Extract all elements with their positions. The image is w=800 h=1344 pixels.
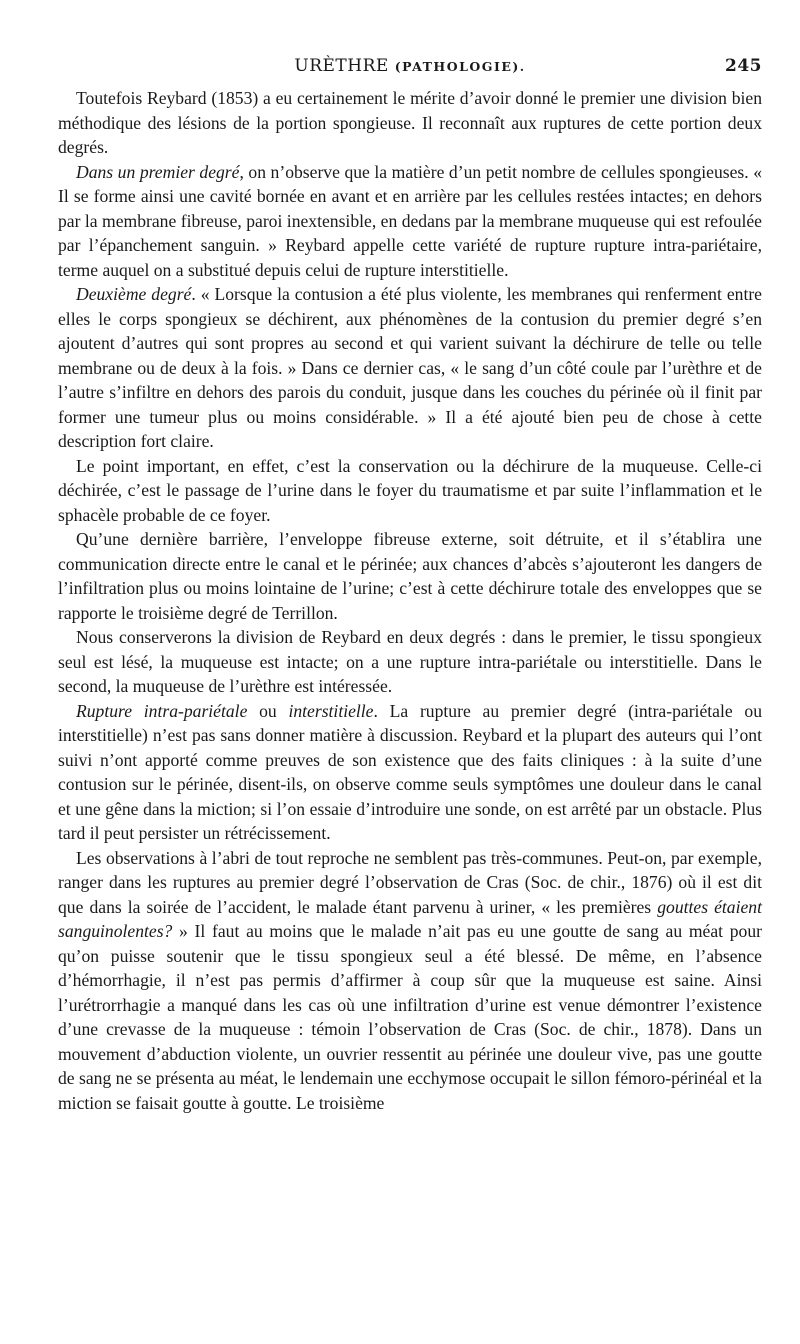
paragraph — [58, 160, 762, 283]
text-segment: ou — [247, 700, 289, 721]
text-segment: . « Lorsque la contusion a été plus violente, les membranes qui renferment entre elles le corps spongieux se déchirent, aux phénomènes de la contusion du premier degré s’en ajoutent d’autres qui sont propres au second et qui varient suivant la déchirure de telle ou telle membrane ou de deux à la fois. » Dans ce dernier cas, « le sang d’un côté coule par l’urèthre et de l’autre s’infiltre en dehors des parois du conduit, jusque dans les couches du périnée où il finit par former une tumeur plus ou moins considérable. » Il a été ajouté bien peu de chose à cette description fort claire. — [58, 284, 762, 451]
text-segment-italic: gouttes étaient sanguinolentes? — [58, 896, 762, 941]
text-segment: . La rupture au premier degré (intra-pariétale ou interstitielle) n’est pas sans donner matière à discussion. Reybard et la plupart des auteurs qui l’ont suivi n’ont apporté comme preuves de son existence que des faits cliniques : à la suite d’une contusion sur le périnée, disent-ils, on observe comme seuls symptômes une douleur dans le canal et une gêne dans la miction; si l’on essaie d’introduire une sonde, on est arrêté par un obstacle. Plus tard il peut persister un rétrécissement. — [58, 700, 762, 843]
paragraph — [58, 527, 762, 625]
paragraph — [58, 86, 762, 160]
paragraph — [58, 699, 762, 846]
running-title-sub: (PATHOLOGIE). — [394, 59, 526, 74]
text-segment: Nous conserverons la division de Reybard en deux degrés : dans le premier, le tissu spongieux seul est lésé, la muqueuse est intacte; on a une rupture intra-pariétale ou interstitielle. Dans le second, la muqueuse de l’urèthre est intéressée. — [58, 627, 762, 696]
text-segment: Le point important, en effet, c’est la conservation ou la déchirure de la muqueuse. Celle-ci déchirée, c’est le passage de l’urine dans le foyer du traumatisme et par suite l’inflammation et le sphacèle probable de ce foyer. — [58, 455, 762, 525]
text-segment: Les observations à l’abri de tout reproche ne semblent pas très-communes. Peut-on, par exemple, ranger dans les ruptures au premier degré l’observation de Cras (Soc. de chir., 1876) où il est dit que dans la soirée de l’accident, le malade étant parvenu à uriner, « les premières — [58, 847, 762, 917]
text-segment: Toutefois Reybard (1853) a eu certainement le mérite d’avoir donné le premier une division bien méthodique des lésions de la portion spongieuse. Il reconnaît aux ruptures de cette portion deux degrés. — [58, 88, 762, 157]
running-header — [58, 56, 762, 86]
running-title — [58, 56, 762, 76]
text-segment-italic: Deuxième degré — [76, 284, 192, 304]
paragraph — [58, 846, 762, 1116]
paragraph — [58, 454, 762, 528]
body-text — [58, 86, 762, 1115]
text-segment-italic: Dans un premier degré — [76, 161, 240, 182]
page-number: 245 — [725, 56, 762, 76]
running-title-main: URÈTHRE — [294, 56, 389, 76]
paragraph — [58, 282, 762, 454]
text-segment-italic: interstitielle — [288, 700, 374, 721]
text-segment-italic: Rupture intra-pariétale — [76, 700, 248, 721]
text-segment: , on n’observe que la matière d’un petit nombre de cellules spongieuses. « Il se forme ainsi une cavité bornée en avant et en arrière par les cellules restées intactes; en dehors par la membrane fibreuse, paroi inextensible, en dedans par la membrane muqueuse qui est refoulée par l’épanchement sanguin. » Reybard appelle cette variété de rupture rupture intra-pariétaire, terme auquel on a substitué depuis celui de rupture interstitielle. — [58, 161, 762, 280]
text-segment: Qu’une dernière barrière, l’enveloppe fibreuse externe, soit détruite, et il s’établira une communication directe entre le canal et le périnée; aux chances d’abcès s’ajouteront les dangers de l’infiltration plus ou moins lointaine de l’urine; c’est à cette déchirure totale des enveloppes que se rapporte le troisième degré de Terrillon. — [58, 529, 762, 623]
text-segment: » Il faut au moins que le malade n’ait pas eu une goutte de sang au méat pour qu’on puisse soutenir que le tissu spongieux seul a été blessé. De même, en l’absence d’hémorrhagie, il n’est pas permis d’affirmer à coup sûr que la muqueuse est saine. Ainsi l’urétrorrhagie a manqué dans les cas où une infiltration d’urine est venue démontrer l’existence d’une crevasse de la muqueuse : témoin l’observation de Cras (Soc. de chir., 1878). Dans un mouvement d’abduction violente, un ouvrier ressentit au périnée une douleur vive, pas une goutte de sang ne se présenta au méat, le lendemain une ecchymose occupait le sillon fémoro-périnéal et la miction se faisait goutte à goutte. Le troisième — [58, 921, 762, 1113]
paragraph — [58, 625, 762, 699]
